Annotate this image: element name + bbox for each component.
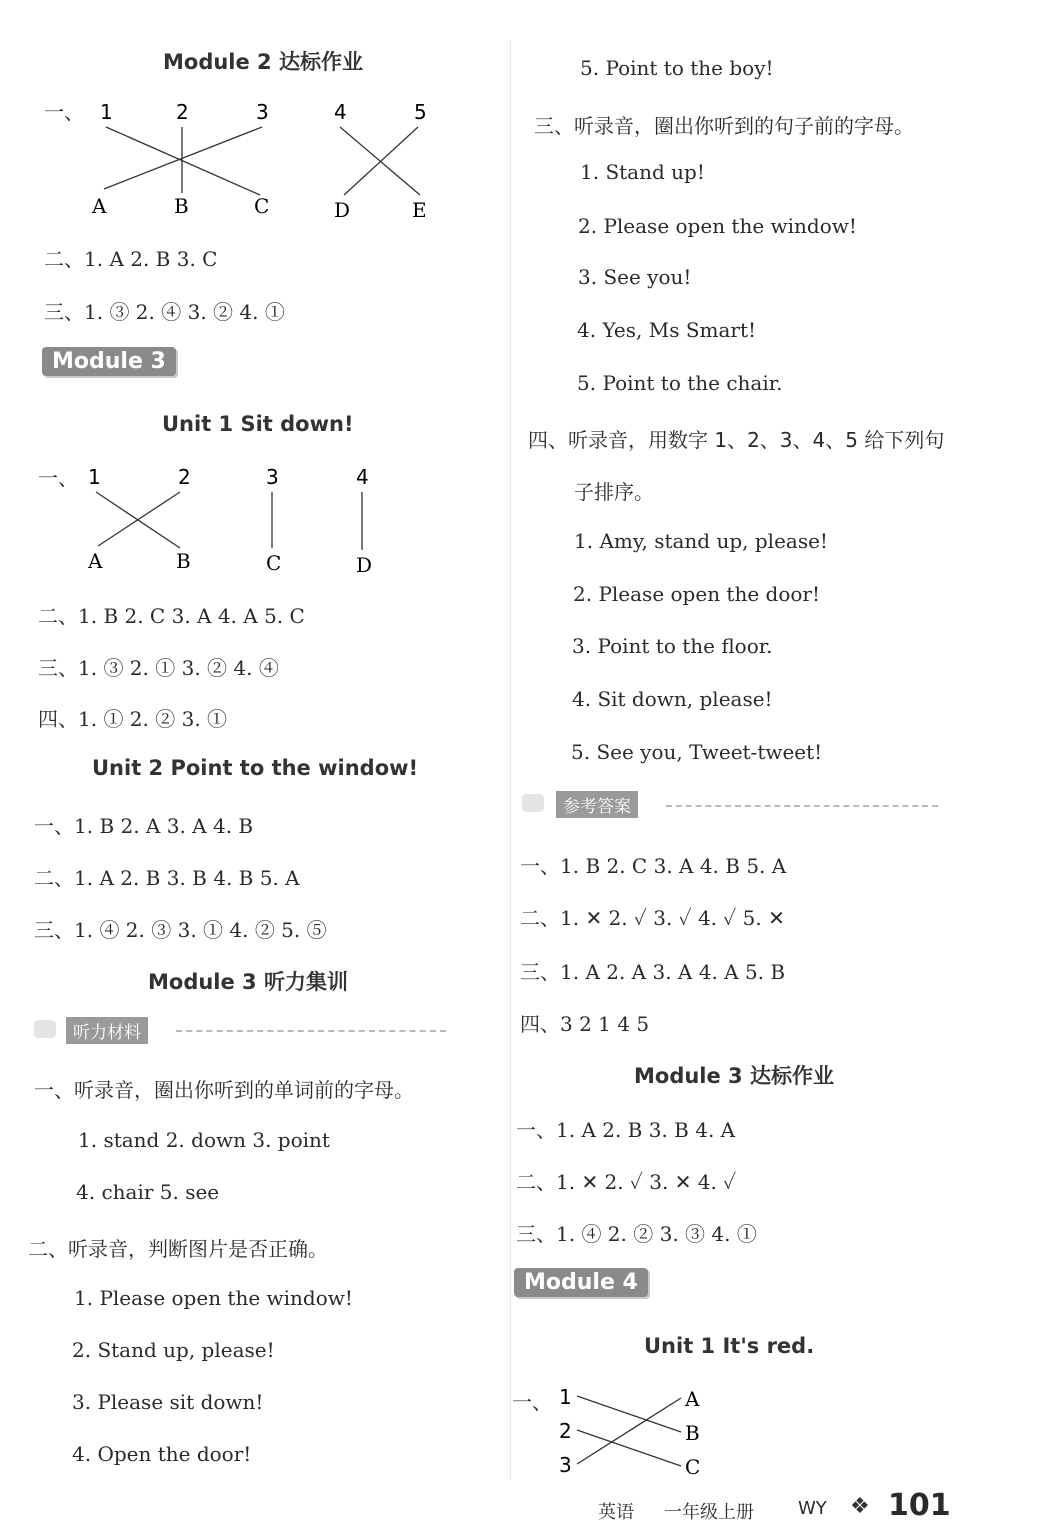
m4-unit1-title: Unit 1 It's red. <box>644 1334 815 1358</box>
m2-q1-label: 一、 <box>44 100 84 124</box>
u1-matching-diagram <box>80 460 390 580</box>
m3hw-q1-answers: 一、1. A 2. B 3. B 4. A <box>516 1118 736 1142</box>
m3hw-q3-answers: 三、1. ④ 2. ② 3. ③ 4. ① <box>516 1222 757 1246</box>
m2-bottom-A: A <box>92 194 107 218</box>
u1-bottom-A: A <box>88 549 103 573</box>
u1-q4-answers: 四、1. ① 2. ② 3. ① <box>38 707 228 731</box>
m2-top-1: 1 <box>100 100 113 124</box>
u2-q1-answers: 一、1. B 2. A 3. A 4. B <box>34 814 254 838</box>
listening-title: Module 3 听力集训 <box>148 970 348 994</box>
u2-q2-answers: 二、1. A 2. B 3. B 4. B 5. A <box>34 866 300 890</box>
u1-top-2: 2 <box>178 465 191 489</box>
answer-list-icon <box>522 794 544 812</box>
dashed-rule <box>176 1030 446 1032</box>
listen-q2-heading: 二、听录音，判断图片是否正确。 <box>28 1237 328 1261</box>
module4-pill: Module 4 <box>514 1268 648 1297</box>
listen-q4-item: 3. Point to the floor. <box>572 634 773 658</box>
u1-q2-answers: 二、1. B 2. C 3. A 4. A 5. C <box>38 604 305 628</box>
reference-answer-tag: 参考答案 <box>556 791 638 818</box>
listen-q4-item: 4. Sit down, please! <box>572 687 773 711</box>
m2-q3-answers: 三、1. ③ 2. ④ 3. ② 4. ① <box>44 300 285 324</box>
m2-top-2: 2 <box>176 100 189 124</box>
u1-top-1: 1 <box>88 465 101 489</box>
listen-q3-item: 2. Please open the window! <box>578 214 857 238</box>
listen-q2-item: 5. Point to the boy! <box>580 56 774 80</box>
listen-q3-item: 5. Point to the chair. <box>577 371 783 395</box>
m2-top-4: 4 <box>334 100 347 124</box>
u1-q1-label: 一、 <box>38 466 78 490</box>
m2-q2-answers: 二、1. A 2. B 3. C <box>44 247 218 271</box>
dashed-rule <box>666 805 938 807</box>
answers-q2: 二、1. ✕ 2. ✓ 3. ✓ 4. ✓ 5. ✕ <box>520 906 785 930</box>
listen-q1-heading: 一、听录音，圈出你听到的单词前的字母。 <box>34 1078 414 1102</box>
u1-bottom-D: D <box>356 553 373 577</box>
m2-top-5: 5 <box>414 100 427 124</box>
answers-q3: 三、1. A 2. A 3. A 4. A 5. B <box>520 960 786 984</box>
diamond-icon: ❖ <box>850 1494 870 1519</box>
u1-bottom-C: C <box>266 551 282 575</box>
listen-q4-heading-line2: 子排序。 <box>574 480 654 504</box>
m2-matching-diagram <box>90 95 440 225</box>
listen-q2-item: 4. Open the door! <box>72 1442 252 1466</box>
m2-bottom-E: E <box>412 198 427 222</box>
answers-q1: 一、1. B 2. C 3. A 4. B 5. A <box>520 854 787 878</box>
u1-q3-answers: 三、1. ③ 2. ① 3. ② 4. ④ <box>38 656 279 680</box>
module2-homework-title: Module 2 达标作业 <box>163 50 363 74</box>
m4-q1-label: 一、 <box>512 1390 552 1414</box>
footer-subject: 英语 <box>598 1502 634 1523</box>
listen-q2-item: 1. Please open the window! <box>74 1286 353 1310</box>
m2-bottom-C: C <box>254 194 270 218</box>
unit1-title: Unit 1 Sit down! <box>162 412 354 436</box>
page-number: 101 <box>888 1488 951 1523</box>
u1-top-3: 3 <box>266 465 279 489</box>
listening-material-tag: 听力材料 <box>66 1017 148 1044</box>
m4-right-C: C <box>685 1455 701 1479</box>
listen-q4-item: 5. See you, Tweet-tweet! <box>571 740 823 764</box>
listen-q4-item: 2. Please open the door! <box>573 582 821 606</box>
listen-q2-item: 2. Stand up, please! <box>72 1338 275 1362</box>
listen-q4-heading-line1: 四、听录音，用数字 1、2、3、4、5 给下列句 <box>528 428 945 452</box>
m4-left-1: 1 <box>559 1385 572 1409</box>
column-divider <box>510 40 511 1480</box>
m2-bottom-D: D <box>334 198 351 222</box>
listen-q4-item: 1. Amy, stand up, please! <box>574 529 828 553</box>
u1-bottom-B: B <box>176 549 191 573</box>
listen-q2-item: 3. Please sit down! <box>72 1390 264 1414</box>
listen-q3-heading: 三、听录音，圈出你听到的句子前的字母。 <box>534 114 914 138</box>
u2-q3-answers: 三、1. ④ 2. ③ 3. ① 4. ② 5. ⑤ <box>34 918 327 942</box>
m4-matching-diagram <box>555 1380 715 1480</box>
headphone-icon <box>34 1020 56 1038</box>
listen-q3-item: 3. See you! <box>578 265 692 289</box>
module3-homework-title: Module 3 达标作业 <box>634 1064 834 1088</box>
listen-q1-row2: 4. chair 5. see <box>76 1180 220 1204</box>
m2-top-3: 3 <box>256 100 269 124</box>
unit2-title: Unit 2 Point to the window! <box>92 756 419 780</box>
u1-top-4: 4 <box>356 465 369 489</box>
m4-right-B: B <box>685 1421 700 1445</box>
m4-left-3: 3 <box>559 1453 572 1477</box>
footer-edition: WY <box>798 1498 827 1519</box>
listen-q3-item: 4. Yes, Ms Smart! <box>577 318 757 342</box>
listen-q1-row1: 1. stand 2. down 3. point <box>78 1128 330 1152</box>
listen-q3-item: 1. Stand up! <box>580 160 705 184</box>
footer-grade: 一年级上册 <box>664 1502 754 1523</box>
m4-right-A: A <box>685 1387 700 1411</box>
m3hw-q2-answers: 二、1. ✕ 2. ✓ 3. ✕ 4. ✓ <box>516 1170 737 1194</box>
module3-pill: Module 3 <box>42 347 176 376</box>
m4-left-2: 2 <box>559 1419 572 1443</box>
answers-q4: 四、3 2 1 4 5 <box>520 1012 650 1036</box>
m2-bottom-B: B <box>174 194 189 218</box>
